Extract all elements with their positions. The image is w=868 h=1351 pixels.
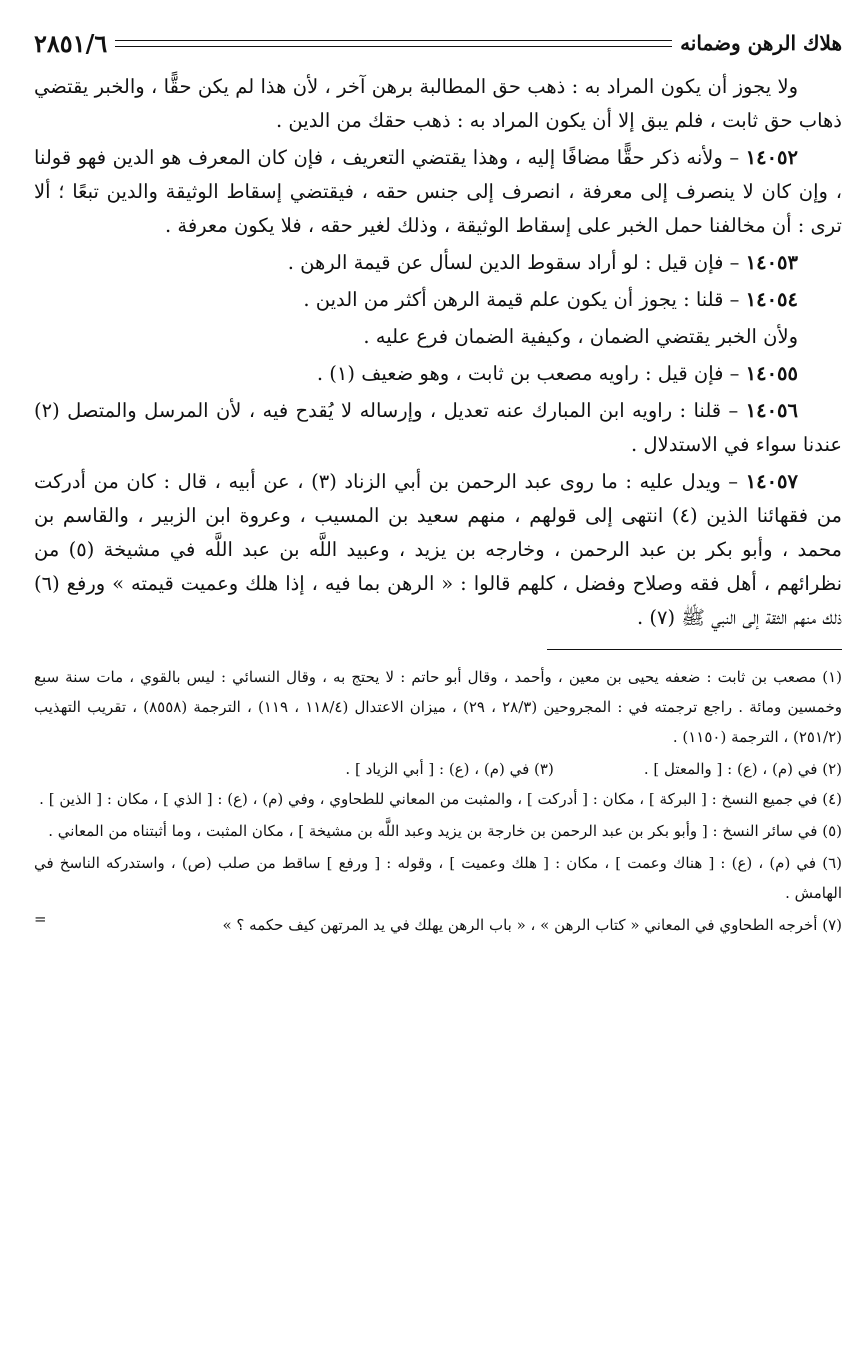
header-rule (115, 40, 672, 47)
footnote-row (34, 754, 842, 784)
footnote: (٢) في (م) ، (ع) : [ والمعتل ] . (643, 760, 842, 778)
paragraph: ١٤٠٥٥ – فإن قيل : راويه مصعب بن ثابت ، وهو ضعيف (١) . (316, 362, 798, 385)
paragraph: ١٤٠٥٧ – ويدل عليه : ما روى عبد الرحمن بن أبي الزناد (٣) ، عن أبيه ، قال : كان من أدركت من فقهائنا الذين (٤) انتهى إلى قولهم ، منهم سعيد بن المسيب ، وعروة ابن الزبير ، والقاسم بن محمد ، وأبو بكر بن عبد الرحمن ، وخارجه بن يزيد ، وعبيد اللَّه بن عبد اللَّه في مشيخة (٥) من نظرائهم ، أهل فقه وصلاح وفضل ، كلهم قالوا : « الرهن بما فيه ، إذا هلك وعميت قيمته » ورفع (٦) ذلك منهم الثقة إلى النبي ﷺ (٧) . (34, 470, 842, 629)
paragraph-number: ١٤٠٥٤ (745, 288, 798, 311)
page-number: ٢٨٥١/٦ (34, 28, 108, 58)
paragraph-number: ١٤٠٥٢ (745, 146, 798, 169)
footnote: (٥) في سائر النسخ : [ وأبو بكر بن عبد الرحمن بن خارجة بن يزيد وعبد اللَّه بن مشيخة ] ، مكان المثبت ، وما أثبتناه من المعاني . (48, 822, 842, 840)
footnote: (٦) في (م) ، (ع) : [ هناك وعمت ] ، مكان : [ هلك وعميت ] ، وقوله : [ ورفع ] ساقط من صلب (ص) ، واستدركه الناسخ في الهامش . (34, 854, 842, 902)
paragraph-number: ١٤٠٥٧ (745, 470, 798, 493)
continuation-mark: = (34, 910, 47, 928)
footnote: (٣) في (م) ، (ع) : [ أبي الزياد ] . (345, 760, 554, 778)
paragraph: ١٤٠٥٢ – ولأنه ذكر حقًّا مضافًا إليه ، وهذا يقتضي التعريف ، فإن كان المعرف هو الدين فهو قولنا ، وإن كان لا ينصرف إلى معرفة ، انصرف إلى جنس حقه ، فيقتضي إسقاط الوثيقة والدين تبعًا ؛ ألا ترى : أن مخالفنا حمل الخبر على إسقاط الوثيقة ، وذلك لغير حقه ، فلا يكون معرفة . (34, 146, 842, 237)
paragraph-number: ١٤٠٥٣ (745, 251, 798, 274)
paragraph-number: ١٤٠٥٦ (745, 399, 798, 422)
footnote-row (34, 910, 842, 940)
paragraph: ولأن الخبر يقتضي الضمان ، وكيفية الضمان فرع عليه . (363, 325, 798, 348)
paragraph: ١٤٠٥٦ – قلنا : راويه ابن المبارك عنه تعديل ، وإرساله لا يُقدح فيه ، لأن المرسل والمتصل (٢) عندنا سواء في الاستدلال . (34, 399, 842, 456)
paragraph: ١٤٠٥٤ – قلنا : يجوز أن يكون علم قيمة الرهن أكثر من الدين . (303, 288, 798, 311)
footnote: (١) مصعب بن ثابت : ضعفه يحيى بن معين ، وأحمد ، وقال أبو حاتم : لا يحتج به ، وقال النسائي : ليس بالقوي ، مات سنة سبع وخمسين ومائة . راجع ترجمته في : المجروحين (٢٨/٣ ، ٢٩) ، ميزان الاعتدال (١١٨/٤ ، ١١٩) ، الترجمة (٨٥٥٨) ، تقريب التهذيب (٢٥١/٢) ، الترجمة (١١٥٠) . (34, 668, 842, 746)
running-header (34, 28, 842, 58)
footnotes (34, 662, 842, 940)
paragraph-number: ١٤٠٥٥ (745, 362, 798, 385)
footnote-divider (547, 649, 842, 650)
running-title: هلاك الرهن وضمانه (680, 31, 842, 55)
paragraph: ١٤٠٥٣ – فإن قيل : لو أراد سقوط الدين لسأل عن قيمة الرهن . (287, 251, 798, 274)
footnote: (٤) في جميع النسخ : [ البركة ] ، مكان : [ أدركت ] ، والمثبت من المعاني للطحاوي ، وفي (م) ، (ع) : [ الذي ] ، مكان : [ الذين ] . (39, 790, 842, 808)
paragraph: ولا يجوز أن يكون المراد به : ذهب حق المطالبة برهن آخر ، لأن هذا لم يكن حقًّا ، والخبر يقتضي ذهاب حق ثابت ، فلم يبق إلا أن يكون المراد به : ذهب حقك من الدين . (34, 75, 842, 132)
footnote: (٧) أخرجه الطحاوي في المعاني « كتاب الرهن » ، « باب الرهن يهلك في يد المرتهن كيف حكمه ؟ » (222, 916, 842, 934)
main-text (34, 70, 842, 635)
